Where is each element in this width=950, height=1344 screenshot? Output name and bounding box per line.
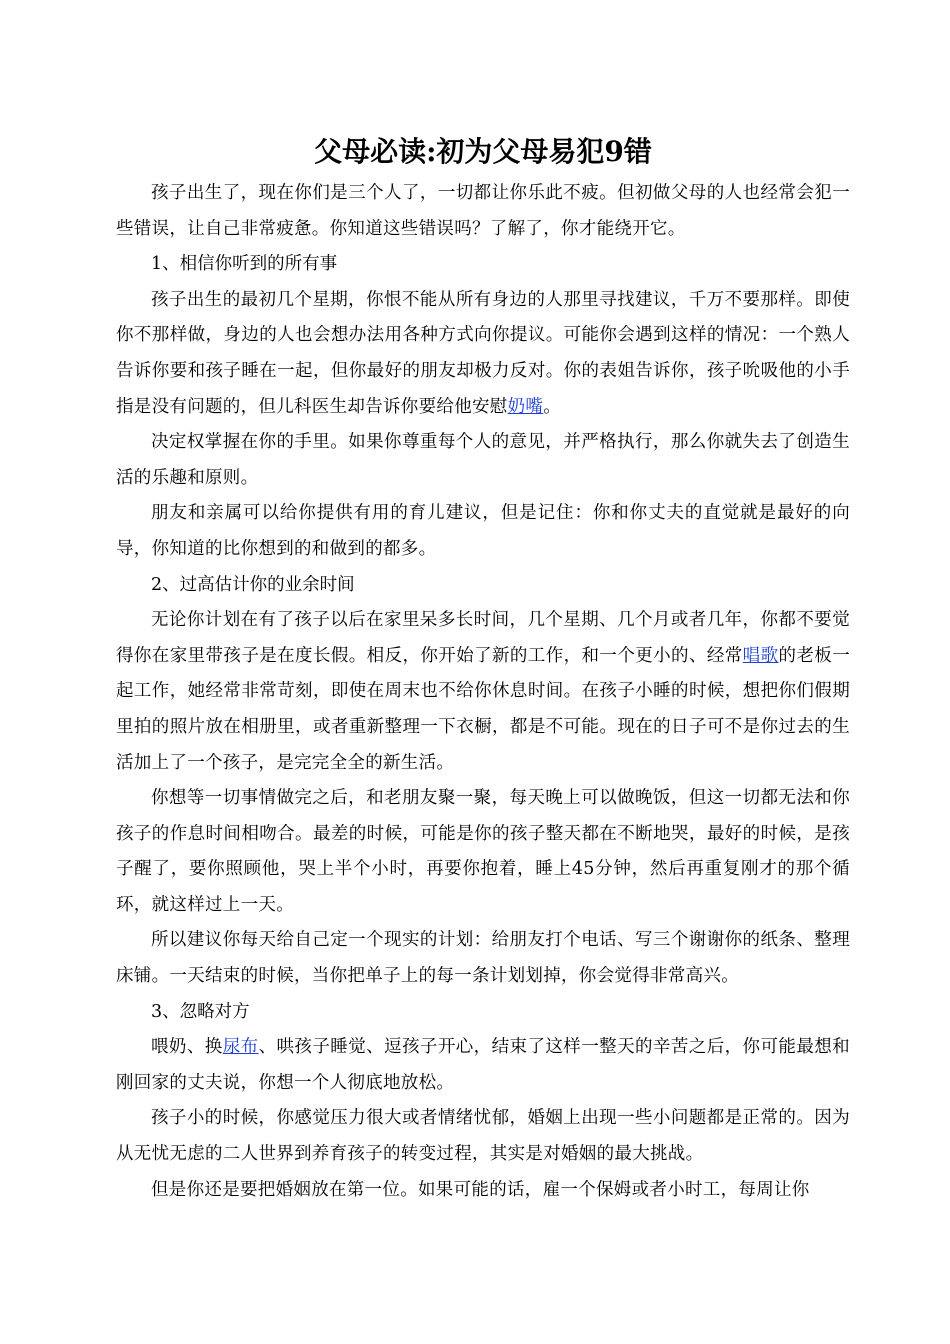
link-pacifier[interactable]: 奶嘴: [507, 396, 544, 417]
intro-paragraph: 孩子出生了，现在你们是三个人了，一切都让你乐此不疲。但初做父母的人也经常会犯一些错误，让自己非常疲惫。你知道这些错误吗？了解了，你才能绕开它。: [116, 183, 850, 239]
section-2-paragraph-3: 所以建议你每天给自己定一个现实的计划：给朋友打个电话、写三个谢谢你的纸条、整理床铺。一天结束的时候，当你把单子上的每一条计划划掉，你会觉得非常高兴。: [116, 930, 850, 987]
text-span: 无论你计划在有了孩子以后在家里呆多长时间，几个星期、几个月或者几年，你都不要觉得你在家里带孩子是在度长假。相反，你开始了新的工作，和一个更小的、经常: [116, 610, 850, 666]
link-singing[interactable]: 唱歌: [742, 645, 779, 666]
section-3-heading: 3、忽略对方: [151, 1001, 250, 1022]
text-span: 孩子出生的最初几个星期，你恨不能从所有身边的人那里寻找建议，千万不要那样。即使你不那样做，身边的人也会想办法用各种方式向你提议。可能你会遇到这样的情况：一个熟人告诉你要和孩子睡在一起，但你最好的朋友却极力反对。你的表姐告诉你，孩子吮吸他的小手指是没有问题的，但儿科医生却告诉你要给他安慰: [116, 289, 850, 417]
link-diaper[interactable]: 尿布: [222, 1037, 259, 1058]
section-3-paragraph-1: [116, 1030, 850, 1101]
section-1-paragraph-3: 朋友和亲属可以给你提供有用的育儿建议，但是记住：你和你丈夫的直觉就是最好的向导，你知道的比你想到的和做到的都多。: [116, 503, 850, 559]
section-3-paragraph-2: 孩子小的时候，你感觉压力很大或者情绪忧郁，婚姻上出现一些小问题都是正常的。因为从无忧无虑的二人世界到养育孩子的转变过程，其实是对婚姻的最大挑战。: [116, 1108, 850, 1165]
section-1-paragraph-2: 决定权掌握在你的手里。如果你尊重每个人的意见，并严格执行，那么你就失去了创造生活的乐趣和原则。: [116, 432, 850, 488]
section-1-heading: 1、相信你听到的所有事: [151, 254, 338, 275]
document-page: [116, 128, 850, 1208]
document-title: 父母必读:初为父母易犯9错: [314, 135, 652, 168]
section-2-heading: 2、过高估计你的业余时间: [151, 574, 355, 595]
section-2-paragraph-1: [116, 603, 850, 781]
section-3-paragraph-3: 但是你还是要把婚姻放在第一位。如果可能的话，雇一个保姆或者小时工，每周让你: [151, 1179, 810, 1200]
text-span: 喂奶、换: [151, 1037, 223, 1058]
text-span: 。: [543, 396, 562, 417]
section-2-paragraph-2: 你想等一切事情做完之后，和老朋友聚一聚，每天晚上可以做晚饭，但这一切都无法和你孩子的作息时间相吻合。最差的时候，可能是你的孩子整天都在不断地哭，最好的时候，是孩子醒了，要你照顾他，哭上半个小时，再要你抱着，睡上45分钟，然后再重复刚才的那个循环，就这样过上一天。: [116, 788, 850, 915]
text-span: 的老板一起工作，她经常非常苛刻，即使在周末也不给你休息时间。在孩子小睡的时候，想把你们假期里拍的照片放在相册里，或者重新整理一下衣橱，都是不可能。现在的日子可不是你过去的生活加上了一个孩子，是完完全全的新生活。: [116, 645, 850, 773]
section-1-paragraph-1: [116, 283, 850, 425]
text-span: 、哄孩子睡觉、逗孩子开心，结束了这样一整天的辛苦之后，你可能最想和刚回家的丈夫说，你想一个人彻底地放松。: [116, 1037, 850, 1093]
